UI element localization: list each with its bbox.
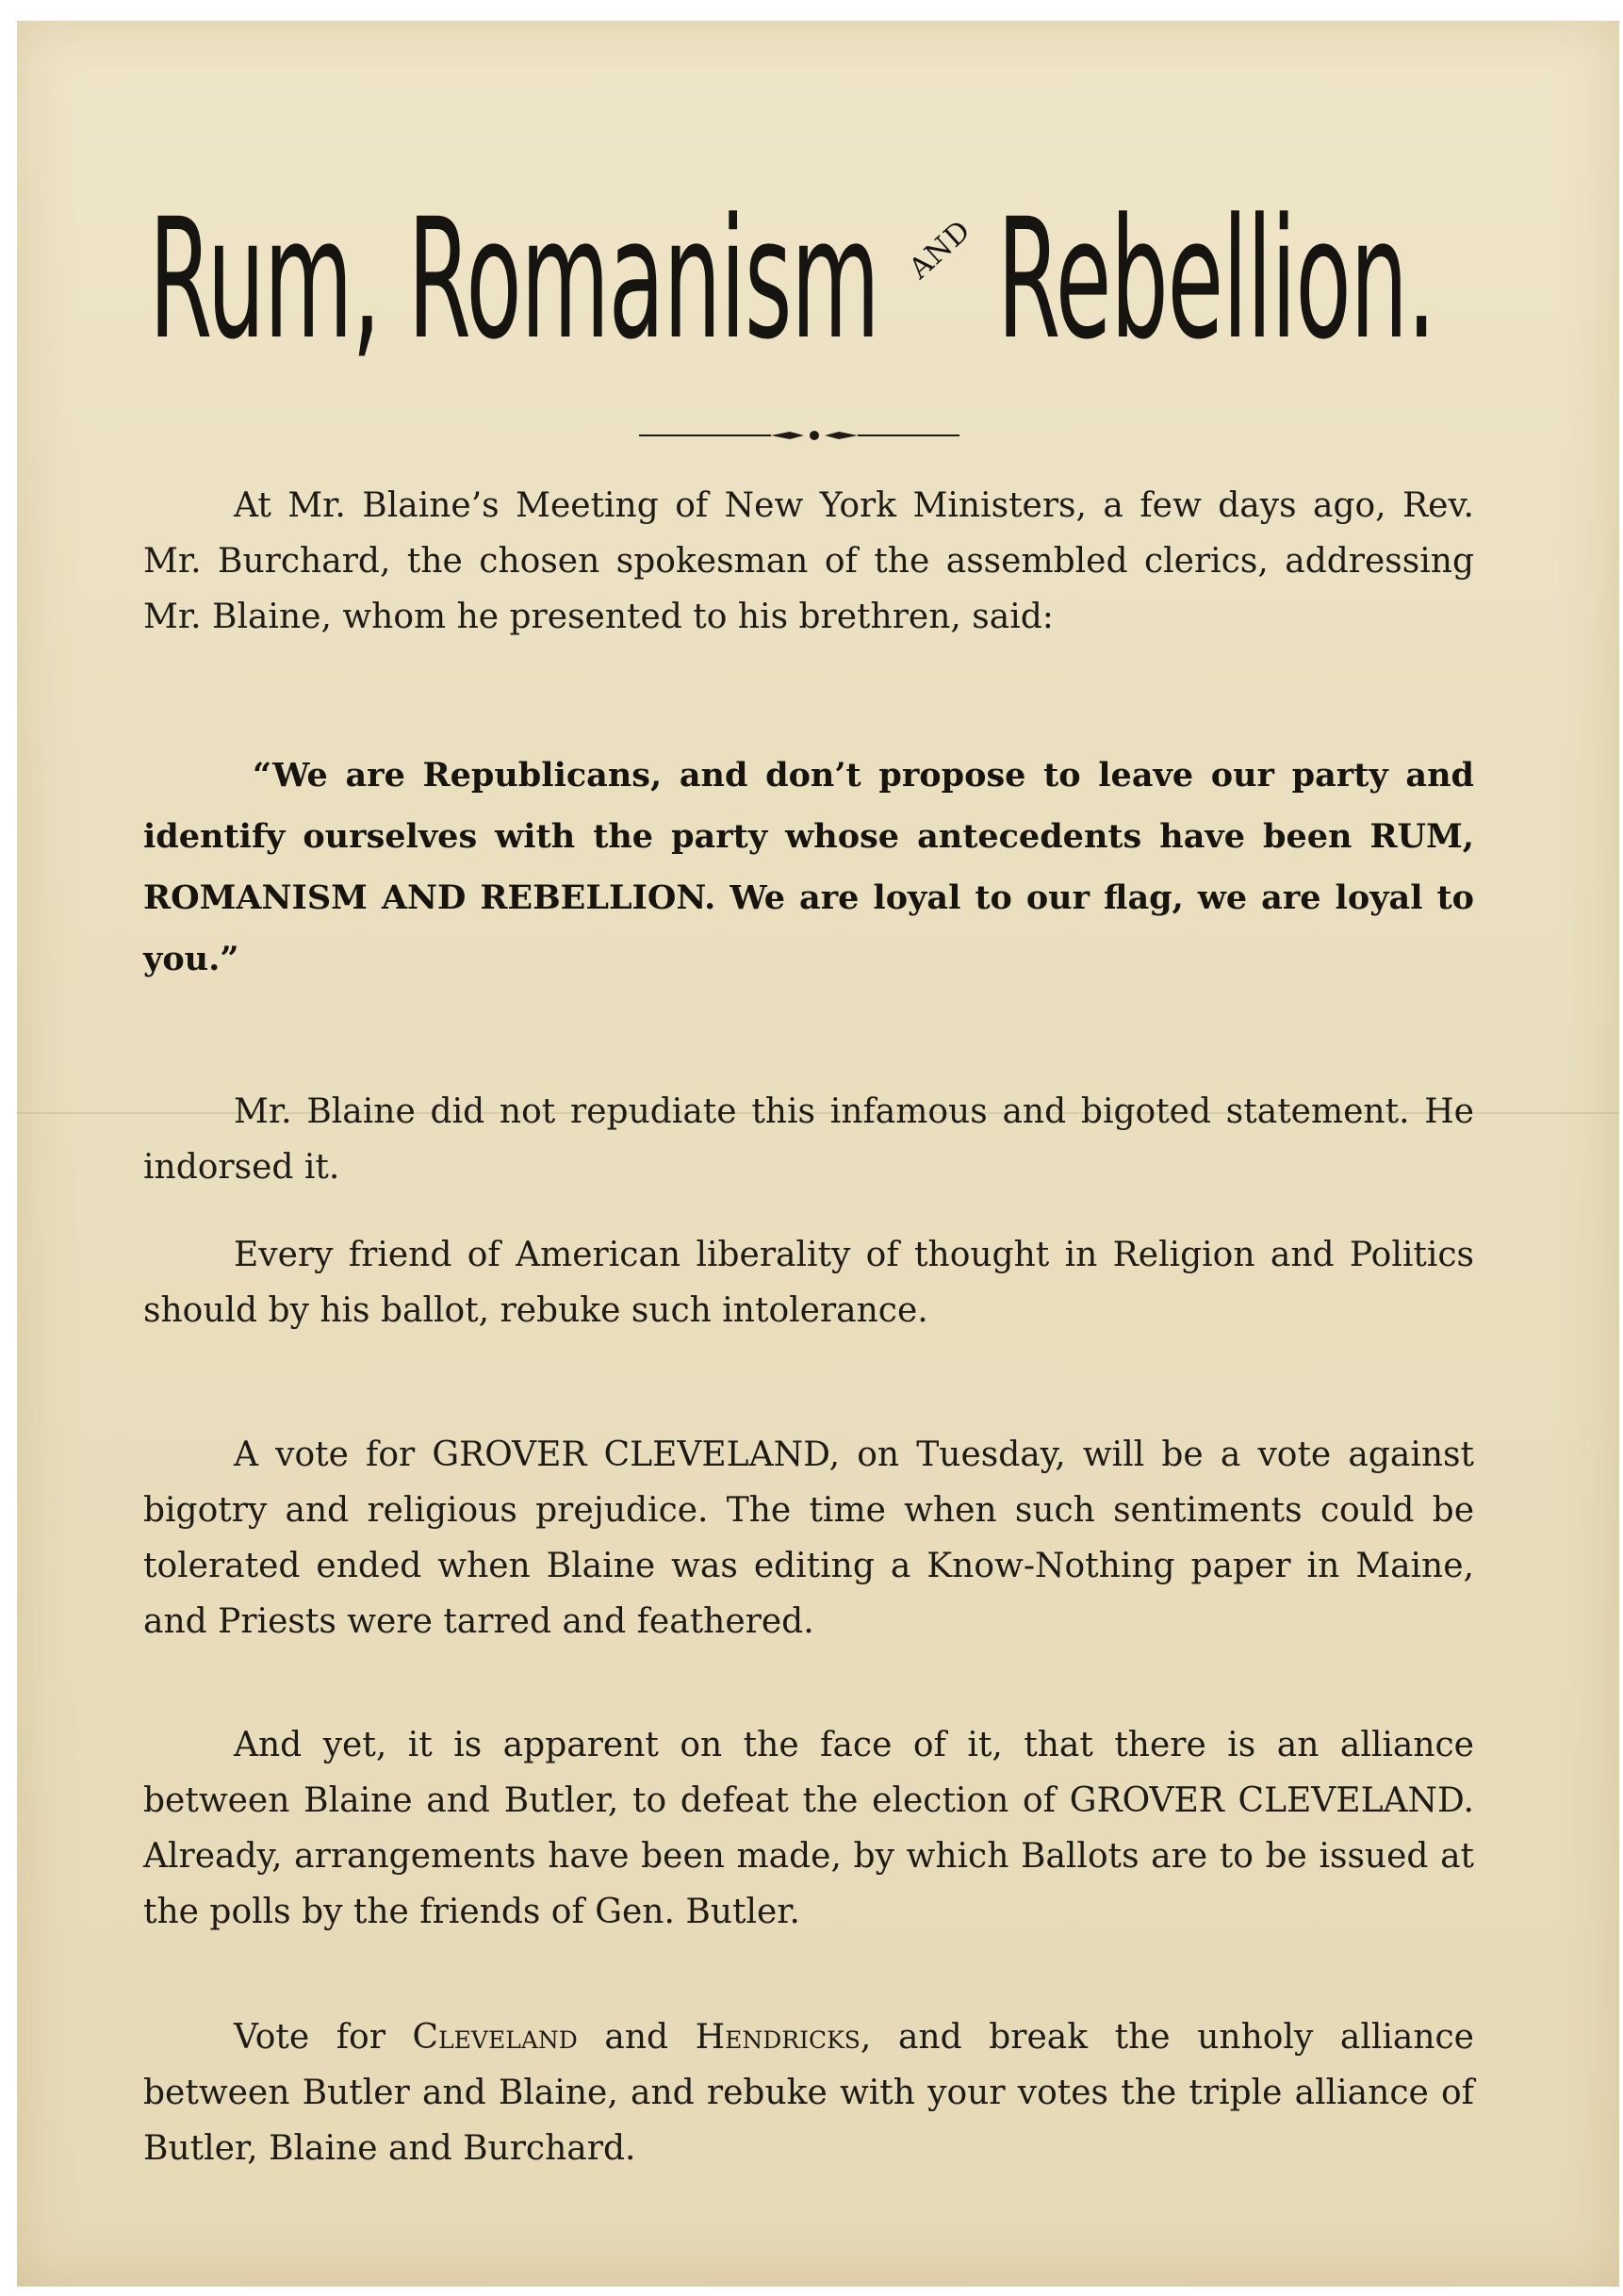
paragraph-vote-cleveland-text: A vote for GROVER CLEVELAND, on Tuesday, will be a vote against bigotry and religious prejudice. The time when such sentiments could be tolerated ended when Blaine was editing a Know-Nothing paper in Maine, and Priests were tarred and feathered. xyxy=(143,1435,1474,1641)
paragraph-closing xyxy=(143,2009,1474,2176)
headline-and: AND xyxy=(903,213,978,287)
intro-text: At Mr. Blaine’s Meeting of New York Ministers, a few days ago, Rev. Mr. Burchard, the chosen spokesman of the assembled clerics, addressing Mr. Blaine, whom he presented to his brethren, said: xyxy=(143,486,1474,636)
headline xyxy=(149,183,1468,393)
paragraph-blaine-response xyxy=(143,1084,1474,1195)
headline-part-2: Rebellion. xyxy=(997,183,1435,376)
paragraph-blaine-response-text: Mr. Blaine did not repudiate this infamous and bigoted statement. He indorsed it. xyxy=(143,1092,1474,1187)
paragraph-vote-cleveland xyxy=(143,1427,1474,1649)
intro-paragraph xyxy=(143,478,1474,645)
paragraph-alliance-text: And yet, it is apparent on the face of it, that there is an alliance between Blaine and Butler, to defeat the election of GROVER CLEVELAND. Already, arrangements have been made, by which Ballots are to be issued at the polls by the friends of Gen. Butler. xyxy=(143,1726,1474,1931)
paragraph-liberality-text: Every friend of American liberality of thought in Religion and Politics should by his ballot, rebuke such intolerance. xyxy=(143,1236,1474,1330)
paragraph-liberality xyxy=(143,1227,1474,1338)
paragraph-alliance xyxy=(143,1717,1474,1940)
closing-text-end: , and break the unholy alliance between Butler and Blaine, and rebuke with your votes the triple alliance of Butler, Blaine and Burchard. xyxy=(143,2018,1474,2168)
closing-text-start: Vote for xyxy=(234,2018,413,2057)
closing-cleveland: Cleveland xyxy=(412,2018,578,2057)
closing-hendricks: Hendricks xyxy=(695,2018,861,2057)
handbill-sheet xyxy=(17,21,1619,2287)
headline-part-1: Rum, Romanism xyxy=(149,183,879,376)
divider-ornament xyxy=(639,424,959,447)
closing-text-and: and xyxy=(577,2018,696,2057)
burchard-quote xyxy=(143,745,1474,990)
quote-text: “We are Republicans, and don’t propose to leave our party and identify ourselves with the party whose antecedents have been RUM, ROMANISM AND REBELLION. We are loyal to our flag, we are loyal to you.” xyxy=(143,756,1474,978)
